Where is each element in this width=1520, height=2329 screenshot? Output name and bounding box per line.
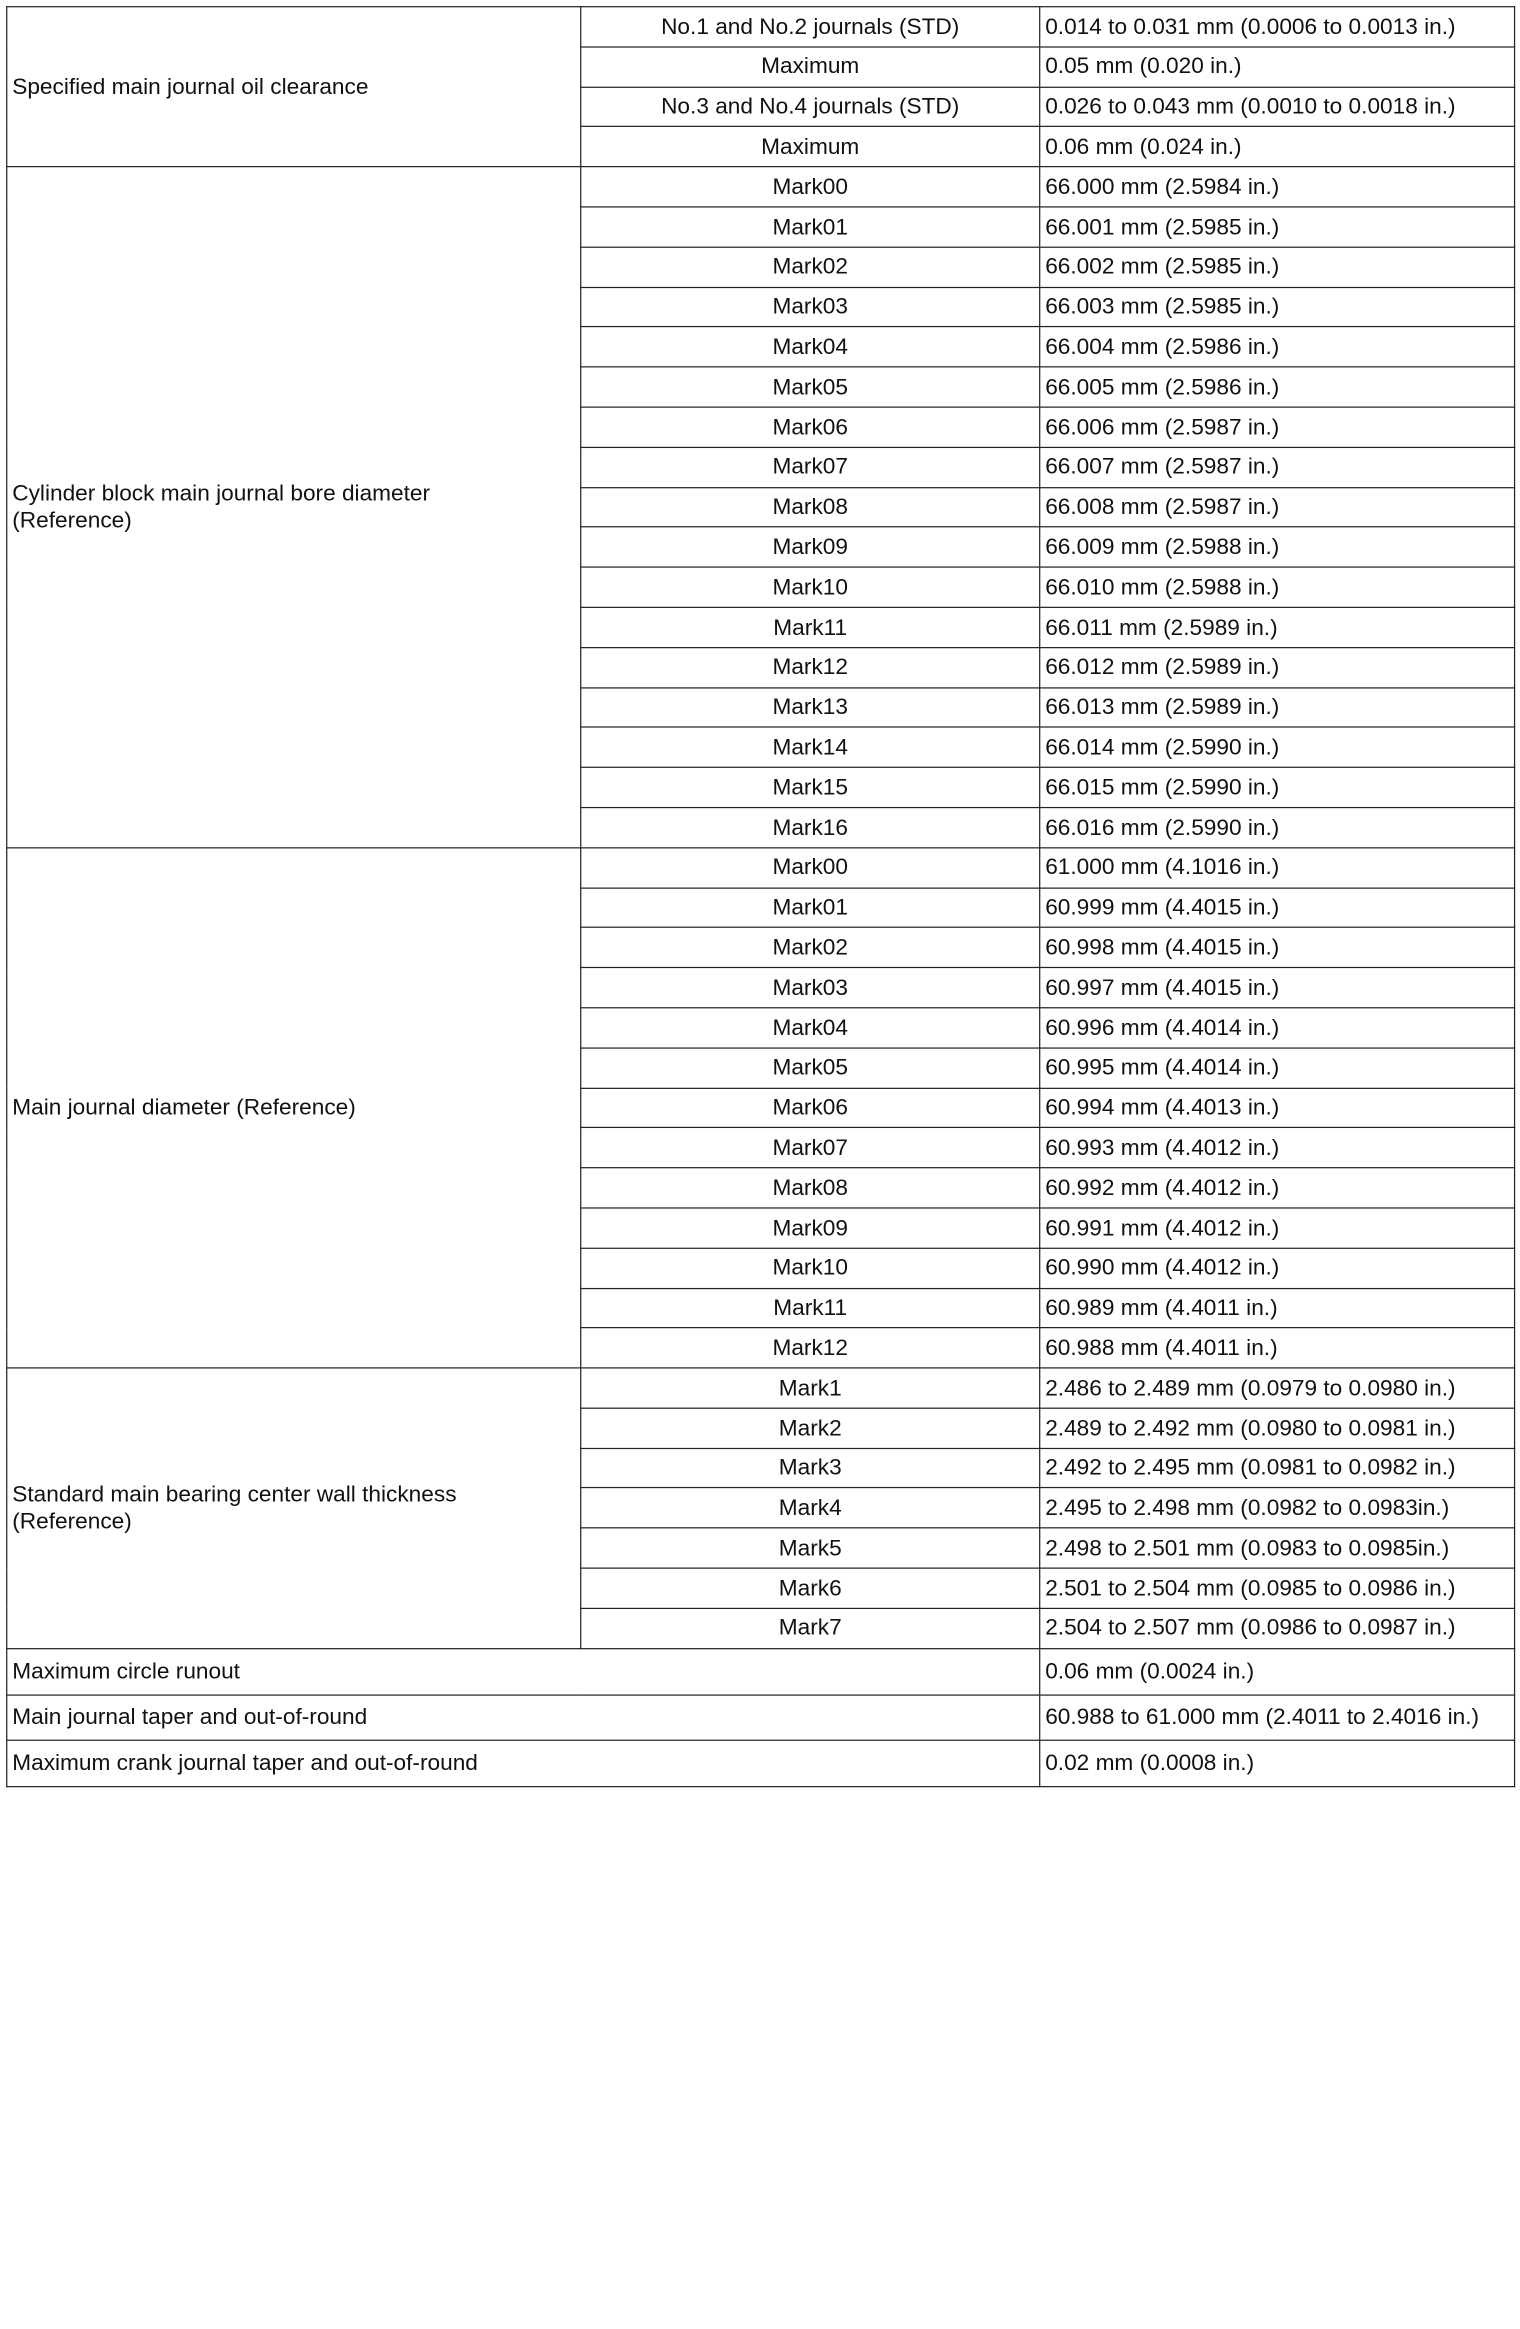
value-cell: 66.011 mm (2.5989 in.) bbox=[1040, 607, 1515, 647]
value-cell: 0.06 mm (0.0024 in.) bbox=[1040, 1648, 1515, 1694]
value-cell: 2.495 to 2.498 mm (0.0982 to 0.0983in.) bbox=[1040, 1488, 1515, 1528]
mark-cell: Mark06 bbox=[581, 1088, 1040, 1128]
value-cell: 60.988 mm (4.4011 in.) bbox=[1040, 1328, 1515, 1368]
value-cell: 60.998 mm (4.4015 in.) bbox=[1040, 928, 1515, 968]
value-cell: 66.008 mm (2.5987 in.) bbox=[1040, 487, 1515, 527]
mark-cell: Mark01 bbox=[581, 207, 1040, 247]
mark-cell: Mark15 bbox=[581, 767, 1040, 807]
mark-cell: Mark09 bbox=[581, 527, 1040, 567]
table-row bbox=[7, 1648, 1515, 1694]
value-cell: 0.05 mm (0.020 in.) bbox=[1040, 47, 1515, 87]
value-cell: 66.007 mm (2.5987 in.) bbox=[1040, 447, 1515, 487]
group-label-line: (Reference) bbox=[12, 507, 132, 533]
table-row bbox=[7, 1368, 1515, 1408]
mark-cell: Mark04 bbox=[581, 327, 1040, 367]
value-cell: 60.989 mm (4.4011 in.) bbox=[1040, 1288, 1515, 1328]
value-cell: 66.000 mm (2.5984 in.) bbox=[1040, 167, 1515, 207]
value-cell: 66.005 mm (2.5986 in.) bbox=[1040, 367, 1515, 407]
crank-taper-label: Maximum crank journal taper and out-of-round bbox=[7, 1740, 1040, 1786]
value-cell: 66.016 mm (2.5990 in.) bbox=[1040, 807, 1515, 847]
mark-cell: Mark6 bbox=[581, 1568, 1040, 1608]
oil-clearance-label: Specified main journal oil clearance bbox=[7, 7, 581, 167]
value-cell: 66.004 mm (2.5986 in.) bbox=[1040, 327, 1515, 367]
mark-cell: Mark09 bbox=[581, 1208, 1040, 1248]
mark-cell: Mark5 bbox=[581, 1528, 1040, 1568]
mark-cell: Mark03 bbox=[581, 968, 1040, 1008]
circle-runout-label: Maximum circle runout bbox=[7, 1648, 1040, 1694]
mark-cell: Mark07 bbox=[581, 447, 1040, 487]
mark-cell: Mark01 bbox=[581, 888, 1040, 928]
mark-cell: Mark10 bbox=[581, 567, 1040, 607]
mark-cell: Mark05 bbox=[581, 367, 1040, 407]
value-cell: 60.997 mm (4.4015 in.) bbox=[1040, 968, 1515, 1008]
value-cell: 66.001 mm (2.5985 in.) bbox=[1040, 207, 1515, 247]
value-cell: 66.002 mm (2.5985 in.) bbox=[1040, 247, 1515, 287]
mark-cell: Mark02 bbox=[581, 247, 1040, 287]
value-cell: 0.06 mm (0.024 in.) bbox=[1040, 127, 1515, 167]
spec-table bbox=[6, 6, 1515, 1787]
value-cell: 60.992 mm (4.4012 in.) bbox=[1040, 1168, 1515, 1208]
mark-cell: Mark16 bbox=[581, 807, 1040, 847]
mark-cell: Mark10 bbox=[581, 1248, 1040, 1288]
mark-cell: Mark11 bbox=[581, 1288, 1040, 1328]
mark-cell: Mark13 bbox=[581, 687, 1040, 727]
wall-thickness-label bbox=[7, 1368, 581, 1648]
value-cell: 2.504 to 2.507 mm (0.0986 to 0.0987 in.) bbox=[1040, 1608, 1515, 1648]
condition-cell: No.1 and No.2 journals (STD) bbox=[581, 7, 1040, 47]
mark-cell: Mark04 bbox=[581, 1008, 1040, 1048]
mark-cell: Mark2 bbox=[581, 1408, 1040, 1448]
table-row bbox=[7, 167, 1515, 207]
value-cell: 66.010 mm (2.5988 in.) bbox=[1040, 567, 1515, 607]
table-row bbox=[7, 1695, 1515, 1740]
mark-cell: Mark7 bbox=[581, 1608, 1040, 1648]
mark-cell: Mark12 bbox=[581, 647, 1040, 687]
value-cell: 66.014 mm (2.5990 in.) bbox=[1040, 727, 1515, 767]
condition-cell: Maximum bbox=[581, 127, 1040, 167]
mark-cell: Mark06 bbox=[581, 407, 1040, 447]
value-cell: 60.990 mm (4.4012 in.) bbox=[1040, 1248, 1515, 1288]
value-cell: 66.009 mm (2.5988 in.) bbox=[1040, 527, 1515, 567]
mark-cell: Mark03 bbox=[581, 287, 1040, 327]
mark-cell: Mark3 bbox=[581, 1448, 1040, 1488]
value-cell: 0.014 to 0.031 mm (0.0006 to 0.0013 in.) bbox=[1040, 7, 1515, 47]
value-cell: 2.489 to 2.492 mm (0.0980 to 0.0981 in.) bbox=[1040, 1408, 1515, 1448]
mark-cell: Mark14 bbox=[581, 727, 1040, 767]
mark-cell: Mark08 bbox=[581, 487, 1040, 527]
mark-cell: Mark4 bbox=[581, 1488, 1040, 1528]
value-cell: 0.02 mm (0.0008 in.) bbox=[1040, 1740, 1515, 1786]
value-cell: 60.995 mm (4.4014 in.) bbox=[1040, 1048, 1515, 1088]
table-row bbox=[7, 848, 1515, 888]
mark-cell: Mark00 bbox=[581, 848, 1040, 888]
value-cell: 66.013 mm (2.5989 in.) bbox=[1040, 687, 1515, 727]
mark-cell: Mark1 bbox=[581, 1368, 1040, 1408]
value-cell: 60.991 mm (4.4012 in.) bbox=[1040, 1208, 1515, 1248]
value-cell: 0.026 to 0.043 mm (0.0010 to 0.0018 in.) bbox=[1040, 87, 1515, 127]
value-cell: 2.498 to 2.501 mm (0.0983 to 0.0985in.) bbox=[1040, 1528, 1515, 1568]
bore-diameter-label bbox=[7, 167, 581, 848]
group-label-line: Cylinder block main journal bore diameter bbox=[12, 479, 431, 506]
mark-cell: Mark05 bbox=[581, 1048, 1040, 1088]
condition-cell: No.3 and No.4 journals (STD) bbox=[581, 87, 1040, 127]
value-cell: 60.988 to 61.000 mm (2.4011 to 2.4016 in.) bbox=[1040, 1695, 1515, 1740]
value-cell: 2.492 to 2.495 mm (0.0981 to 0.0982 in.) bbox=[1040, 1448, 1515, 1488]
value-cell: 61.000 mm (4.1016 in.) bbox=[1040, 848, 1515, 888]
group-label-line: (Reference) bbox=[12, 1508, 132, 1534]
value-cell: 2.501 to 2.504 mm (0.0985 to 0.0986 in.) bbox=[1040, 1568, 1515, 1608]
value-cell: 66.012 mm (2.5989 in.) bbox=[1040, 647, 1515, 687]
value-cell: 2.486 to 2.489 mm (0.0979 to 0.0980 in.) bbox=[1040, 1368, 1515, 1408]
mark-cell: Mark08 bbox=[581, 1168, 1040, 1208]
value-cell: 60.996 mm (4.4014 in.) bbox=[1040, 1008, 1515, 1048]
table-row bbox=[7, 7, 1515, 47]
journal-diameter-label: Main journal diameter (Reference) bbox=[7, 848, 581, 1368]
value-cell: 60.999 mm (4.4015 in.) bbox=[1040, 888, 1515, 928]
value-cell: 60.993 mm (4.4012 in.) bbox=[1040, 1128, 1515, 1168]
mark-cell: Mark02 bbox=[581, 928, 1040, 968]
mark-cell: Mark12 bbox=[581, 1328, 1040, 1368]
value-cell: 66.015 mm (2.5990 in.) bbox=[1040, 767, 1515, 807]
table-row bbox=[7, 1740, 1515, 1786]
group-label-line: Standard main bearing center wall thickness bbox=[12, 1480, 457, 1507]
value-cell: 66.006 mm (2.5987 in.) bbox=[1040, 407, 1515, 447]
mark-cell: Mark00 bbox=[581, 167, 1040, 207]
value-cell: 66.003 mm (2.5985 in.) bbox=[1040, 287, 1515, 327]
mark-cell: Mark07 bbox=[581, 1128, 1040, 1168]
value-cell: 60.994 mm (4.4013 in.) bbox=[1040, 1088, 1515, 1128]
condition-cell: Maximum bbox=[581, 47, 1040, 87]
mark-cell: Mark11 bbox=[581, 607, 1040, 647]
taper-label: Main journal taper and out-of-round bbox=[7, 1695, 1040, 1740]
